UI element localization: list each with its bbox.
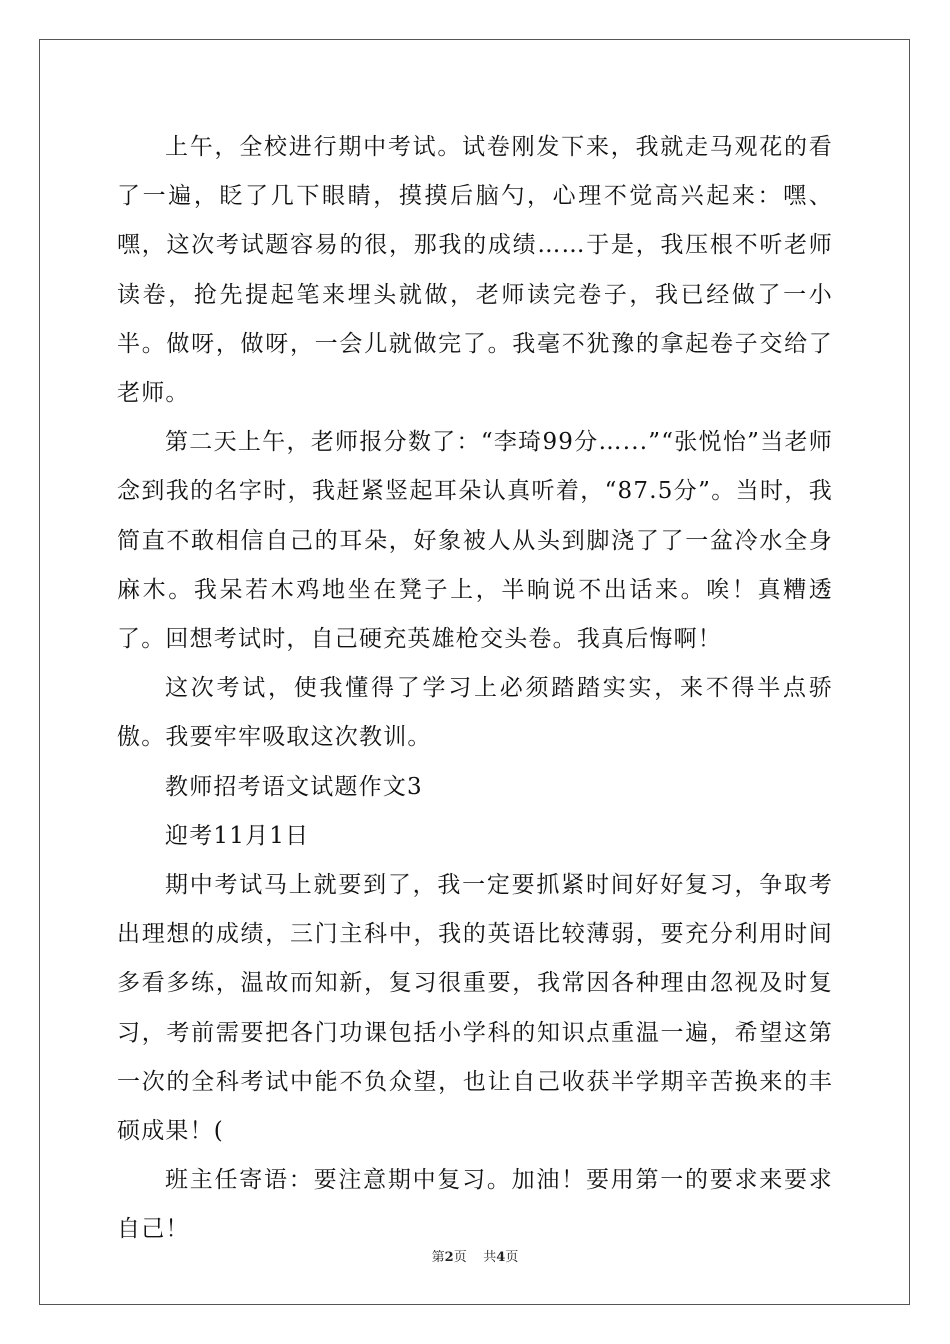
total-prefix: 共: [483, 1250, 497, 1265]
page-suffix: 页: [453, 1250, 467, 1265]
paragraph-teacher-comment: 班主任寄语：要注意期中复习。加油！要用第一的要求来要求自己！: [117, 1167, 833, 1243]
page-footer: [0, 1246, 950, 1265]
paragraph-results-day: 第二天上午，老师报分数了：“李琦99分…...”“张悦怡”当老师念到我的名字时，我赶紧竖起耳朵认真听着，“87.5分”。当时，我简直不敢相信自己的耳朵，好象被人从头到脚浇了了一盆冷水全身麻木。我呆若木鸡地坐在凳子上，半晌说不出话来。唉！真糟透了。回想考试时，自己硬充英雄枪交头卷。我真后悔啊！: [117, 429, 833, 653]
paragraph-preparation: 期中考试马上就要到了，我一定要抓紧时间好好复习，争取考出理想的成绩，三门主科中，我的英语比较薄弱，要充分利用时间多看多练，温故而知新，复习很重要，我常因各种理由忽视及时复习，考前需要把各门功课包括小学科的知识点重温一遍，希望这第一次的全科考试中能不负众望，也让自己收获半学期辛苦换来的丰硕成果！(: [117, 872, 833, 1145]
page-total: 4: [496, 1250, 506, 1265]
paragraph-lesson: 这次考试，使我懂得了学习上必须踏踏实实，来不得半点骄傲。我要牢牢吸取这次教训。: [117, 675, 833, 751]
section-heading: 教师招考语文试题作文3: [165, 773, 423, 800]
total-suffix: 页: [505, 1250, 519, 1265]
page-prefix: 第: [431, 1250, 445, 1265]
document-body: [117, 123, 833, 1255]
paragraph-exam-day: 上午，全校进行期中考试。试卷刚发下来，我就走马观花的看了一遍，眨了几下眼睛，摸摸后脑勺，心理不觉高兴起来：嘿、嘿，这次考试题容易的很，那我的成绩……于是，我压根不听老师读卷，抢先提起笔来埋头就做，老师读完卷子，我已经做了一小半。做呀，做呀，一会儿就做完了。我毫不犹豫的拿起卷子交给了老师。: [117, 134, 833, 407]
page-current: 2: [444, 1250, 454, 1265]
essay-title: 迎考11月1日: [165, 822, 310, 849]
